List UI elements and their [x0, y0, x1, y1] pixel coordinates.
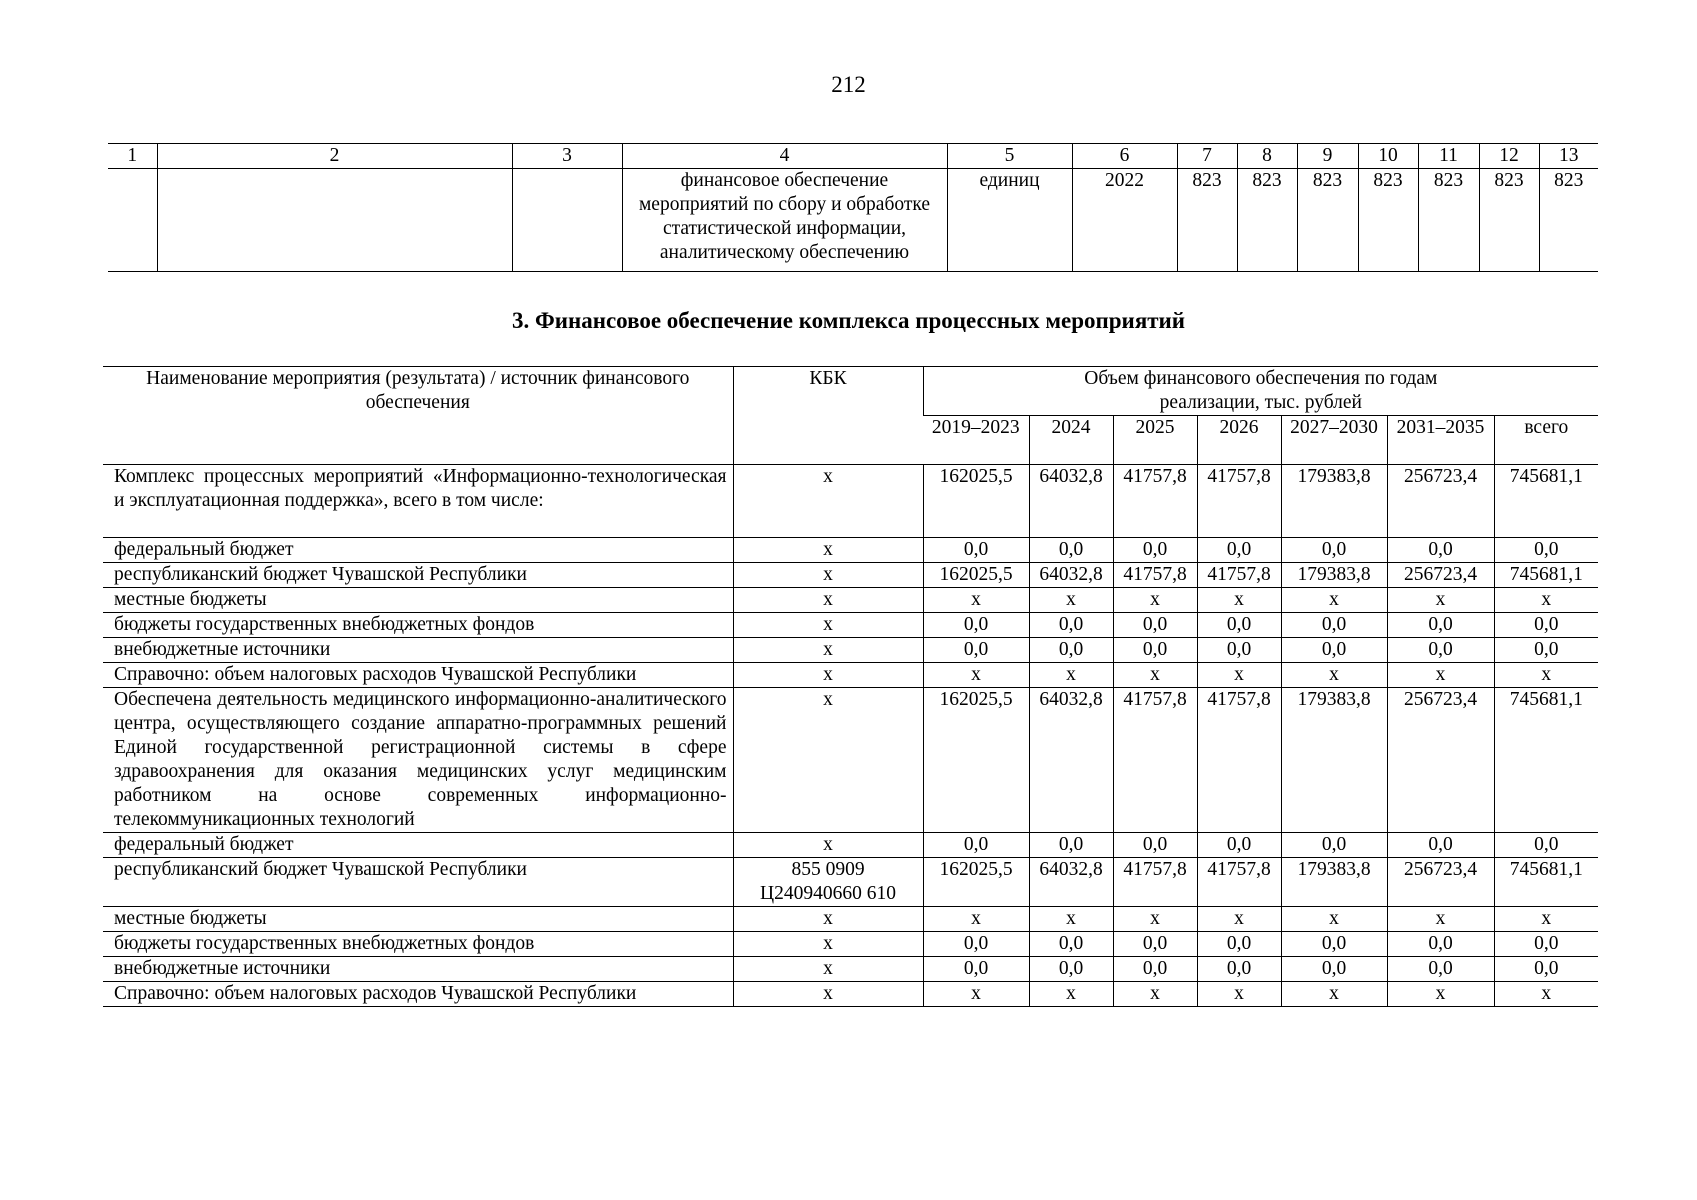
row-value: 0,0 [1281, 538, 1387, 563]
row-name: федеральный бюджет [103, 538, 733, 563]
row-value: 64032,8 [1029, 858, 1113, 907]
row-value: 64032,8 [1029, 688, 1113, 833]
row-value: 41757,8 [1197, 858, 1281, 907]
column-number: 1 [108, 144, 157, 169]
row-value: x [1197, 588, 1281, 613]
row-value: x [1029, 982, 1113, 1007]
year-column-header: 2026 [1197, 416, 1281, 465]
row-kbk: x [733, 588, 923, 613]
year-column-header: 2031–2035 [1387, 416, 1494, 465]
row-value: 0,0 [1387, 613, 1494, 638]
row-value: 0,0 [1387, 638, 1494, 663]
row-name: местные бюджеты [103, 907, 733, 932]
finance-row [103, 858, 1598, 907]
row-value: 0,0 [1113, 833, 1197, 858]
row-name: Справочно: объем налоговых расходов Чувашской Республики [103, 982, 733, 1007]
row-kbk: 855 0909 Ц240940660 610 [733, 858, 923, 907]
row-value: 179383,8 [1281, 858, 1387, 907]
row-value: 41757,8 [1113, 858, 1197, 907]
row-kbk: x [733, 465, 923, 538]
row-value: 0,0 [923, 932, 1029, 957]
row-value: 162025,5 [923, 563, 1029, 588]
row-total: 745681,1 [1494, 465, 1598, 538]
finance-row [103, 957, 1598, 982]
row-value: 0,0 [1197, 613, 1281, 638]
row-value: 0,0 [1029, 613, 1113, 638]
row-value: 0,0 [923, 538, 1029, 563]
finance-row [103, 563, 1598, 588]
row-kbk: x [733, 538, 923, 563]
row-value: 0,0 [1197, 538, 1281, 563]
row-value: 0,0 [1029, 833, 1113, 858]
finance-row [103, 932, 1598, 957]
indicator-value: 823 [1418, 169, 1479, 272]
row-value: x [1197, 907, 1281, 932]
row-value: x [923, 982, 1029, 1007]
finance-row [103, 538, 1598, 563]
indicator-table [108, 143, 1598, 272]
column-number: 3 [512, 144, 622, 169]
row-total: x [1494, 663, 1598, 688]
row-kbk: x [733, 688, 923, 833]
row-value: 0,0 [1387, 538, 1494, 563]
row-value: x [1029, 907, 1113, 932]
indicator-unit: единиц [947, 169, 1072, 272]
row-value: x [923, 663, 1029, 688]
row-name: Справочно: объем налоговых расходов Чувашской Республики [103, 663, 733, 688]
row-value: 0,0 [1197, 638, 1281, 663]
row-value: 41757,8 [1197, 465, 1281, 538]
indicator-table-header-row [108, 144, 1598, 169]
row-value: 256723,4 [1387, 563, 1494, 588]
row-value: 41757,8 [1197, 563, 1281, 588]
row-value: x [923, 588, 1029, 613]
row-kbk: x [733, 638, 923, 663]
table-cell [512, 169, 622, 272]
row-value: x [1281, 663, 1387, 688]
row-value: 0,0 [1029, 538, 1113, 563]
finance-row [103, 833, 1598, 858]
row-value: 41757,8 [1113, 465, 1197, 538]
row-value: x [1197, 663, 1281, 688]
row-value: 256723,4 [1387, 465, 1494, 538]
year-column-header: 2024 [1029, 416, 1113, 465]
row-kbk: x [733, 833, 923, 858]
indicator-value: 823 [1237, 169, 1297, 272]
row-value: 0,0 [1281, 613, 1387, 638]
finance-row [103, 588, 1598, 613]
row-value: 0,0 [1197, 932, 1281, 957]
row-total: 0,0 [1494, 638, 1598, 663]
row-value: x [1387, 907, 1494, 932]
row-value: x [1113, 907, 1197, 932]
row-value: 162025,5 [923, 858, 1029, 907]
row-total: 745681,1 [1494, 563, 1598, 588]
row-value: 0,0 [1387, 932, 1494, 957]
row-name: Обеспечена деятельность медицинского информационно-аналитического центра, осуществляющего создание аппаратно-программных решений Единой государственной регистрационной системы в сфере здравоохранения для оказания медицинских услуг медицинским работником на основе современных информационно-телекоммуникационных технологий [103, 688, 733, 833]
row-total: x [1494, 907, 1598, 932]
indicator-row [108, 169, 1598, 272]
row-name: внебюджетные источники [103, 638, 733, 663]
row-value: 256723,4 [1387, 858, 1494, 907]
column-number: 10 [1358, 144, 1418, 169]
row-total: 0,0 [1494, 833, 1598, 858]
finance-row [103, 613, 1598, 638]
row-value: 0,0 [1113, 957, 1197, 982]
indicator-value: 823 [1539, 169, 1598, 272]
row-kbk: x [733, 613, 923, 638]
row-name: республиканский бюджет Чувашской Республики [103, 858, 733, 907]
indicator-value: 823 [1177, 169, 1237, 272]
row-value: 0,0 [1387, 957, 1494, 982]
finance-row [103, 688, 1598, 833]
row-value: 41757,8 [1113, 688, 1197, 833]
row-name: Комплекс процессных мероприятий «Информационно-технологическая и эксплуатационная поддержка», всего в том числе: [103, 465, 733, 538]
year-column-header: 2027–2030 [1281, 416, 1387, 465]
year-column-header: 2025 [1113, 416, 1197, 465]
row-total: 745681,1 [1494, 858, 1598, 907]
finance-row [103, 638, 1598, 663]
page-number: 212 [831, 72, 866, 97]
column-number: 11 [1418, 144, 1479, 169]
row-kbk: x [733, 982, 923, 1007]
column-number: 12 [1479, 144, 1539, 169]
row-total: 0,0 [1494, 957, 1598, 982]
row-value: 0,0 [1113, 638, 1197, 663]
row-value: 162025,5 [923, 465, 1029, 538]
row-value: 179383,8 [1281, 563, 1387, 588]
indicator-value: 823 [1297, 169, 1358, 272]
row-value: x [1113, 588, 1197, 613]
finance-row [103, 663, 1598, 688]
table-cell [108, 169, 157, 272]
row-value: 0,0 [1281, 833, 1387, 858]
row-value: x [1387, 588, 1494, 613]
column-number: 4 [622, 144, 947, 169]
finance-table-header-row [103, 367, 1598, 416]
row-name: республиканский бюджет Чувашской Республики [103, 563, 733, 588]
volume-column-header: Объем финансового обеспечения по годам реализации, тыс. рублей [923, 367, 1598, 416]
column-number: 2 [157, 144, 512, 169]
row-value: 0,0 [1387, 833, 1494, 858]
row-value: 256723,4 [1387, 688, 1494, 833]
row-value: x [923, 907, 1029, 932]
row-kbk: x [733, 907, 923, 932]
row-total: 0,0 [1494, 538, 1598, 563]
finance-table [103, 366, 1598, 1007]
row-name: внебюджетные источники [103, 957, 733, 982]
row-value: 41757,8 [1197, 688, 1281, 833]
row-name: бюджеты государственных внебюджетных фондов [103, 613, 733, 638]
column-number: 6 [1072, 144, 1177, 169]
column-number: 5 [947, 144, 1072, 169]
column-number: 9 [1297, 144, 1358, 169]
row-value: 179383,8 [1281, 688, 1387, 833]
row-value: 0,0 [923, 638, 1029, 663]
row-value: 0,0 [1029, 957, 1113, 982]
row-kbk: x [733, 932, 923, 957]
row-value: 0,0 [1281, 932, 1387, 957]
row-kbk: x [733, 663, 923, 688]
total-column-header: всего [1494, 416, 1598, 465]
finance-row [103, 982, 1598, 1007]
column-number: 7 [1177, 144, 1237, 169]
row-value: 0,0 [1029, 932, 1113, 957]
row-value: x [1113, 982, 1197, 1007]
row-total: x [1494, 982, 1598, 1007]
row-value: 0,0 [1113, 932, 1197, 957]
row-value: 0,0 [1113, 538, 1197, 563]
row-value: x [1197, 982, 1281, 1007]
row-value: 0,0 [1281, 957, 1387, 982]
finance-row [103, 465, 1598, 538]
row-value: 64032,8 [1029, 465, 1113, 538]
row-value: 0,0 [1281, 638, 1387, 663]
indicator-base-year: 2022 [1072, 169, 1177, 272]
row-total: 0,0 [1494, 613, 1598, 638]
row-value: x [1281, 907, 1387, 932]
column-number: 13 [1539, 144, 1598, 169]
row-value: 0,0 [1029, 638, 1113, 663]
row-name: местные бюджеты [103, 588, 733, 613]
indicator-description: финансовое обеспечение мероприятий по сбору и обработке статистической информации, аналитическому обеспечению [622, 169, 947, 272]
row-value: 0,0 [1113, 613, 1197, 638]
name-column-header: Наименование мероприятия (результата) / источник финансового обеспечения [103, 367, 733, 465]
finance-row [103, 907, 1598, 932]
row-value: x [1281, 982, 1387, 1007]
row-value: x [1387, 663, 1494, 688]
row-name: бюджеты государственных внебюджетных фондов [103, 932, 733, 957]
row-value: 0,0 [923, 957, 1029, 982]
row-value: 0,0 [923, 613, 1029, 638]
table-cell [157, 169, 512, 272]
row-value: 0,0 [923, 833, 1029, 858]
row-value: x [1029, 588, 1113, 613]
indicator-value: 823 [1479, 169, 1539, 272]
row-value: 0,0 [1197, 833, 1281, 858]
year-column-header: 2019–2023 [923, 416, 1029, 465]
row-value: x [1387, 982, 1494, 1007]
row-value: 41757,8 [1113, 563, 1197, 588]
row-value: x [1281, 588, 1387, 613]
row-total: 745681,1 [1494, 688, 1598, 833]
row-name: федеральный бюджет [103, 833, 733, 858]
row-value: 162025,5 [923, 688, 1029, 833]
kbk-column-header: КБК [733, 367, 923, 465]
indicator-value: 823 [1358, 169, 1418, 272]
row-value: x [1113, 663, 1197, 688]
row-kbk: x [733, 957, 923, 982]
row-value: 64032,8 [1029, 563, 1113, 588]
row-value: x [1029, 663, 1113, 688]
row-value: 0,0 [1197, 957, 1281, 982]
section-title: 3. Финансовое обеспечение комплекса процессных мероприятий [511, 308, 1186, 333]
row-kbk: x [733, 563, 923, 588]
row-total: x [1494, 588, 1598, 613]
column-number: 8 [1237, 144, 1297, 169]
row-total: 0,0 [1494, 932, 1598, 957]
row-value: 179383,8 [1281, 465, 1387, 538]
